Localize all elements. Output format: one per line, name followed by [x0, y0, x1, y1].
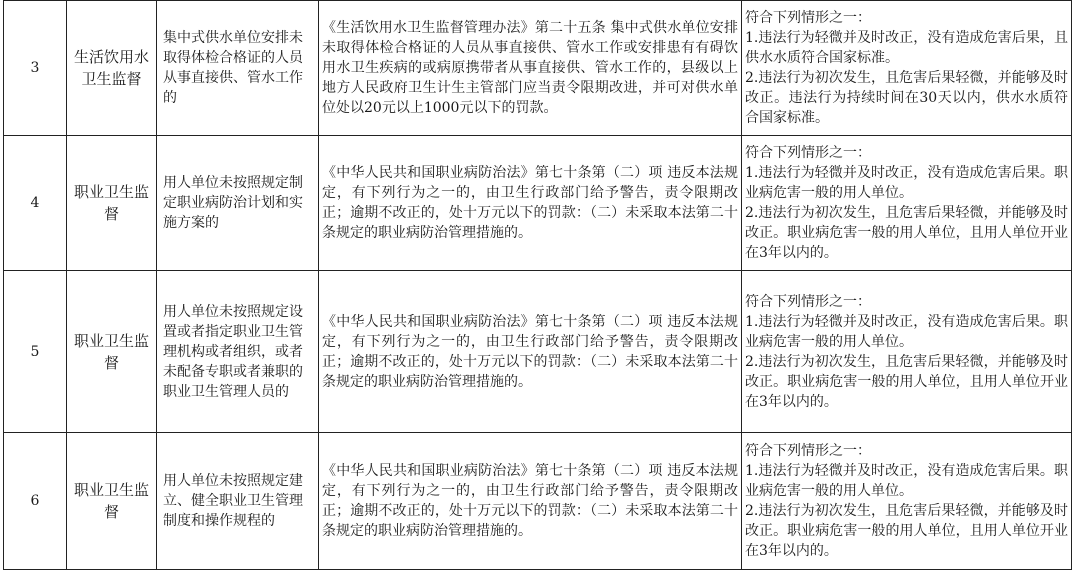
exemption-conditions: 符合下列情形之一： 1.违法行为轻微并及时改正，没有造成危害后果。职业病危害一般的用人单位。 2.违法行为初次发生，且危害后果轻微，并能够及时改正。职业病危害一般的用人单位，且用人单位开业在3年以内的。: [742, 136, 1072, 271]
legal-basis: 《中华人民共和国职业病防治法》第七十条第（二）项 违反本法规定，有下列行为之一的，由卫生行政部门给予警告，责令限期改正；逾期不改正的，处十万元以下的罚款：（二）未采取本法第二十条规定的职业病防治管理措施的。: [319, 271, 742, 433]
legal-basis: 《中华人民共和国职业病防治法》第七十条第（二）项 违反本法规定，有下列行为之一的，由卫生行政部门给予警告，责令限期改正；逾期不改正的，处十万元以下的罚款：（二）未采取本法第二十条规定的职业病防治管理措施的。: [319, 136, 742, 271]
violation-behavior: 用人单位未按照规定设置或者指定职业卫生管理机构或者组织，或者未配备专职或者兼职的职业卫生管理人员的: [157, 271, 319, 433]
violation-behavior: 集中式供水单位安排未取得体检合格证的人员从事直接供、管水工作的: [157, 1, 319, 136]
violation-behavior: 用人单位未按照规定制定职业病防治计划和实施方案的: [157, 136, 319, 271]
supervision-category: 职业卫生监督: [67, 136, 157, 271]
row-number: 6: [4, 433, 67, 570]
supervision-category: 职业卫生监督: [67, 433, 157, 570]
violation-behavior: 用人单位未按照规定建立、健全职业卫生管理制度和操作规程的: [157, 433, 319, 570]
table-row: [4, 136, 1072, 271]
row-number: 3: [4, 1, 67, 136]
legal-basis: 《中华人民共和国职业病防治法》第七十条第（二）项 违反本法规定，有下列行为之一的，由卫生行政部门给予警告，责令限期改正；逾期不改正的，处十万元以下的罚款：（二）未采取本法第二十条规定的职业病防治管理措施的。: [319, 433, 742, 570]
supervision-category: 生活饮用水卫生监督: [67, 1, 157, 136]
row-number: 4: [4, 136, 67, 271]
legal-basis: 《生活饮用水卫生监督管理办法》第二十五条 集中式供水单位安排未取得体检合格证的人员从事直接供、管水工作或安排患有有碍饮用水卫生疾病的或病原携带者从事直接供、管水工作的，县级以上地方人民政府卫生计生主管部门应当责令限期改进，并可对供水单位处以20元以上1000元以下的罚款。: [319, 1, 742, 136]
exemption-conditions: 符合下列情形之一： 1.违法行为轻微并及时改正，没有造成危害后果。职业病危害一般的用人单位。 2.违法行为初次发生，且危害后果轻微，并能够及时改正。职业病危害一般的用人单位，且用人单位开业在3年以内的。: [742, 271, 1072, 433]
table-row: [4, 433, 1072, 570]
regulation-table: [3, 0, 1072, 570]
table-row: [4, 1, 1072, 136]
supervision-category: 职业卫生监督: [67, 271, 157, 433]
exemption-conditions: 符合下列情形之一： 1.违法行为轻微并及时改正，没有造成危害后果，且供水水质符合国家标准。 2.违法行为初次发生，且危害后果轻微，并能够及时改正。违法行为持续时间在30天以内，供水水质符合国家标准。: [742, 1, 1072, 136]
exemption-conditions: 符合下列情形之一： 1.违法行为轻微并及时改正，没有造成危害后果。职业病危害一般的用人单位。 2.违法行为初次发生，且危害后果轻微，并能够及时改正。职业病危害一般的用人单位，且用人单位开业在3年以内的。: [742, 433, 1072, 570]
row-number: 5: [4, 271, 67, 433]
table-row: [4, 271, 1072, 433]
